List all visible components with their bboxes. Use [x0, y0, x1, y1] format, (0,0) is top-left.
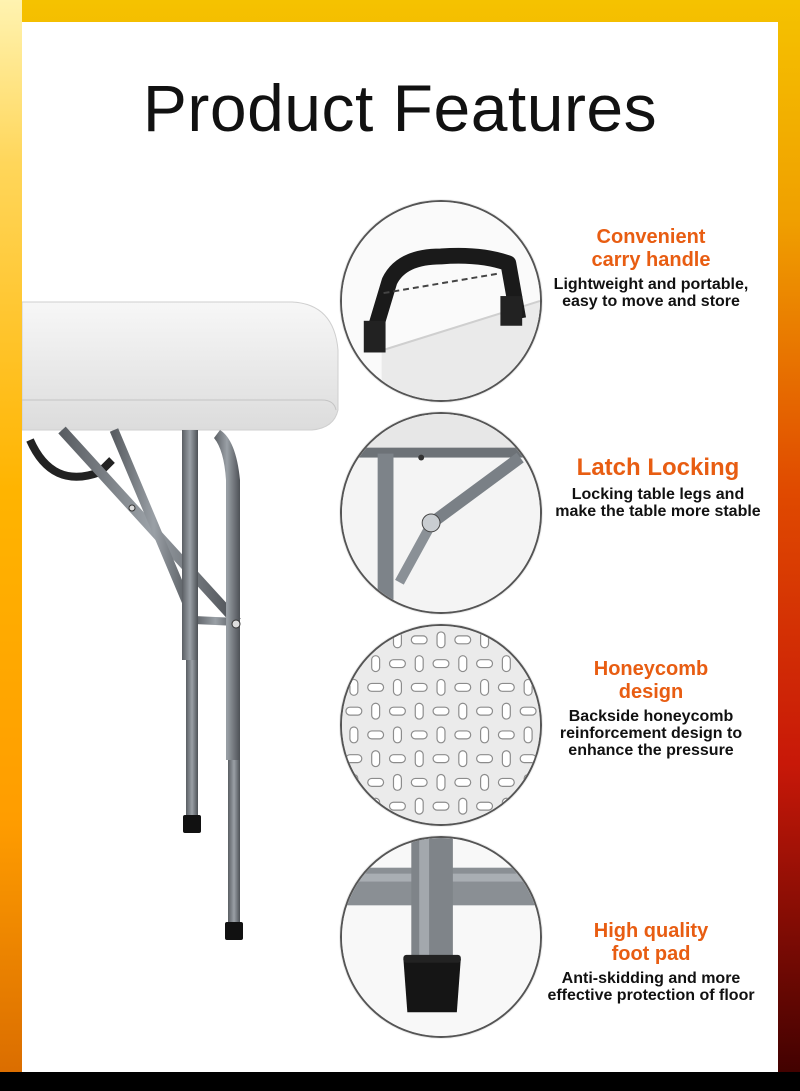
honeycomb-cell [502, 751, 510, 767]
feature-foot-pad [526, 920, 776, 1004]
honeycomb-cell [368, 683, 384, 691]
honeycomb-cell [346, 755, 362, 763]
honeycomb-cell [390, 707, 406, 715]
left-frame-accent [0, 0, 22, 1091]
honeycomb-cell [502, 656, 510, 672]
honeycomb-cell [433, 660, 449, 668]
honeycomb-cell [411, 778, 427, 786]
honeycomb-cell [390, 802, 406, 810]
honeycomb-cell [411, 636, 427, 644]
page-title: Product Features [142, 71, 658, 145]
honeycomb-cell [498, 731, 514, 739]
honeycomb-cell [477, 755, 493, 763]
honeycomb-cell [481, 775, 489, 791]
feature-title: High quality foot pad [593, 920, 709, 965]
honeycomb-cell [350, 679, 358, 695]
feature-description: Anti-skidding and more effective protection of floor [547, 970, 755, 1004]
bottom-bar [0, 1072, 800, 1091]
honeycomb-cell [390, 755, 406, 763]
honeycomb-cell [498, 683, 514, 691]
honeycomb-cell [437, 679, 445, 695]
honeycomb-cell [459, 703, 467, 719]
honeycomb-cell [481, 727, 489, 743]
honeycomb-cell [415, 703, 423, 719]
feature-title: Latch Locking [576, 454, 740, 481]
honeycomb-cell [455, 778, 471, 786]
honeycomb-cell [393, 775, 401, 791]
honeycomb-cell [415, 656, 423, 672]
feature-honeycomb [526, 658, 776, 759]
honeycomb-cell [390, 660, 406, 668]
honeycomb-cell [433, 707, 449, 715]
honeycomb-cell [455, 683, 471, 691]
honeycomb-cell [372, 703, 380, 719]
honeycomb-cell [433, 802, 449, 810]
honeycomb-cell [415, 798, 423, 814]
feature-description: Lightweight and portable, easy to move and store [553, 276, 749, 310]
honeycomb-cell [346, 707, 362, 715]
honeycomb-cell [481, 679, 489, 695]
folding-table-image [22, 290, 352, 970]
honeycomb-image [340, 624, 542, 826]
honeycomb-cell [455, 636, 471, 644]
feature-carry-handle [526, 226, 776, 310]
honeycomb-cell [393, 727, 401, 743]
honeycomb-cell [455, 731, 471, 739]
honeycomb-cell [415, 751, 423, 767]
honeycomb-cell [481, 632, 489, 648]
honeycomb-cell [459, 751, 467, 767]
honeycomb-cell [502, 703, 510, 719]
honeycomb-cell [350, 727, 358, 743]
feature-title: Honeycomb design [593, 658, 709, 703]
honeycomb-cell [459, 656, 467, 672]
honeycomb-cell [411, 731, 427, 739]
honeycomb-cell [459, 798, 467, 814]
honeycomb-cell [498, 778, 514, 786]
carry-handle-image [340, 200, 542, 402]
honeycomb-cell [477, 802, 493, 810]
feature-description: Backside honeycomb reinforcement design to enhance the pressure [559, 708, 743, 759]
honeycomb-cell [372, 656, 380, 672]
honeycomb-cell [372, 751, 380, 767]
foot-pad-image [340, 836, 542, 1038]
honeycomb-cell [393, 632, 401, 648]
honeycomb-cell [393, 679, 401, 695]
latch-locking-image [340, 412, 542, 614]
honeycomb-cell [368, 778, 384, 786]
honeycomb-cell [433, 755, 449, 763]
honeycomb-cell [368, 731, 384, 739]
honeycomb-cell [437, 632, 445, 648]
honeycomb-cell [477, 707, 493, 715]
feature-title: Convenient carry handle [591, 226, 711, 271]
feature-description: Locking table legs and make the table more stable [555, 486, 761, 520]
honeycomb-cell [411, 683, 427, 691]
honeycomb-cell [477, 660, 493, 668]
honeycomb-cell [437, 727, 445, 743]
honeycomb-cell [437, 775, 445, 791]
feature-latch-locking [533, 454, 783, 520]
